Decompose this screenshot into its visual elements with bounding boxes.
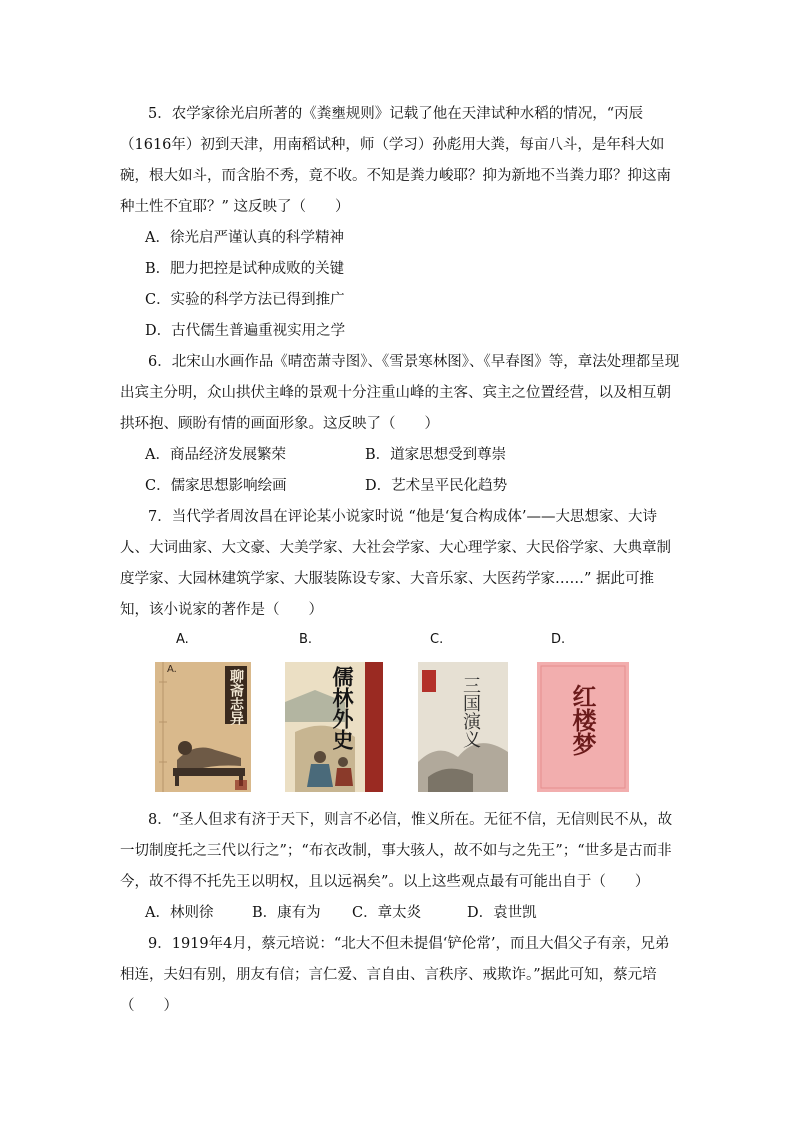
image-label-d[interactable]: D. (551, 632, 566, 647)
image-label-a[interactable]: A. (176, 632, 189, 647)
question-7-stem: 7．当代学者周汝昌在评论某小说家时说 “他是‘复合构成体’——大思想家、大诗人、大词曲家、大文豪、大美学家、大社会学家、大心理学家、大民俗学家、大典章制度学家、大园林建筑学家、大服装陈设专家、大音乐家、大医药学家……” 据此可推知，该小说家的著作是（ ） (120, 509, 671, 618)
question-8-stem: 8．“圣人但求有济于天下，则言不必信，惟义所在。无征不信，无信则民不从，故一切制度托之三代以行之”；“布衣改制，事大骇人，故不如与之先王”；“世多是古而非今，故不得不托先王以明权，且以远祸矣”。以上这些观点最有可能出自于（ ） (120, 812, 673, 890)
question-5-stem: 5．农学家徐光启所著的《粪壅规则》记载了他在天津试种水稻的情况，“丙辰（1616年）初到天津，用南稻试种，师（学习）孙彪用大粪，每亩八斗，是年科大如碗，根大如斗，而含胎不秀，竟不收。不知是粪力峻耶？抑为新地不当粪力耶？抑这南种土性不宜耶？” 这反映了（ ） (120, 106, 671, 215)
question-8-option-a[interactable]: A．林则徐 (145, 905, 214, 921)
book-cover-honglou[interactable] (537, 662, 629, 792)
book-title-rulin: 儒林外史 (330, 666, 355, 750)
book-cover-rulin[interactable] (285, 662, 383, 792)
book-title-liaozhai: 聊斋志异 (228, 669, 244, 725)
question-8-option-d[interactable]: D．袁世凯 (467, 905, 537, 921)
image-label-c[interactable]: C. (430, 632, 444, 647)
question-6-option-c[interactable]: C．儒家思想影响绘画 (145, 478, 287, 494)
book-title-honglou: 红楼梦 (568, 684, 597, 756)
book-inner-label: A. (167, 664, 177, 675)
question-6-option-b[interactable]: B．道家思想受到尊崇 (365, 447, 507, 463)
book-cover-liaozhai[interactable] (155, 662, 251, 792)
book-title-sanguo: 三国演义 (460, 676, 481, 748)
book-cover-sanguo[interactable] (418, 662, 508, 792)
question-6-option-a[interactable]: A．商品经济发展繁荣 (145, 447, 286, 463)
question-5-option-b[interactable]: B．肥力把控是试种成败的关键 (145, 261, 345, 277)
question-5-option-a[interactable]: A．徐光启严谨认真的科学精神 (145, 230, 344, 246)
question-8-option-b[interactable]: B．康有为 (252, 905, 321, 921)
question-5-option-d[interactable]: D．古代儒生普遍重视实用之学 (145, 323, 346, 339)
question-5-option-c[interactable]: C．实验的科学方法已得到推广 (145, 292, 345, 308)
question-6-stem: 6．北宋山水画作品《晴峦萧寺图》、《雪景寒林图》、《早春图》等，章法处理都呈现出宾主分明，众山拱伏主峰的景观十分注重山峰的主客、宾主之位置经营，以及相互朝拱环抱、顾盼有情的画面形象。这反映了（ ） (120, 354, 680, 432)
question-9-stem: 9．1919年4月，蔡元培说：“北大不但未提倡‘铲伦常’，而且大倡父子有亲，兄弟相连，夫妇有别，朋友有信；言仁爱、言自由、言秩序、戒欺诈。”据此可知，蔡元培（ ） (120, 936, 670, 1014)
question-6-option-d[interactable]: D．艺术呈平民化趋势 (365, 478, 508, 494)
question-8-option-c[interactable]: C．章太炎 (352, 905, 422, 921)
image-label-b[interactable]: B. (299, 632, 313, 647)
